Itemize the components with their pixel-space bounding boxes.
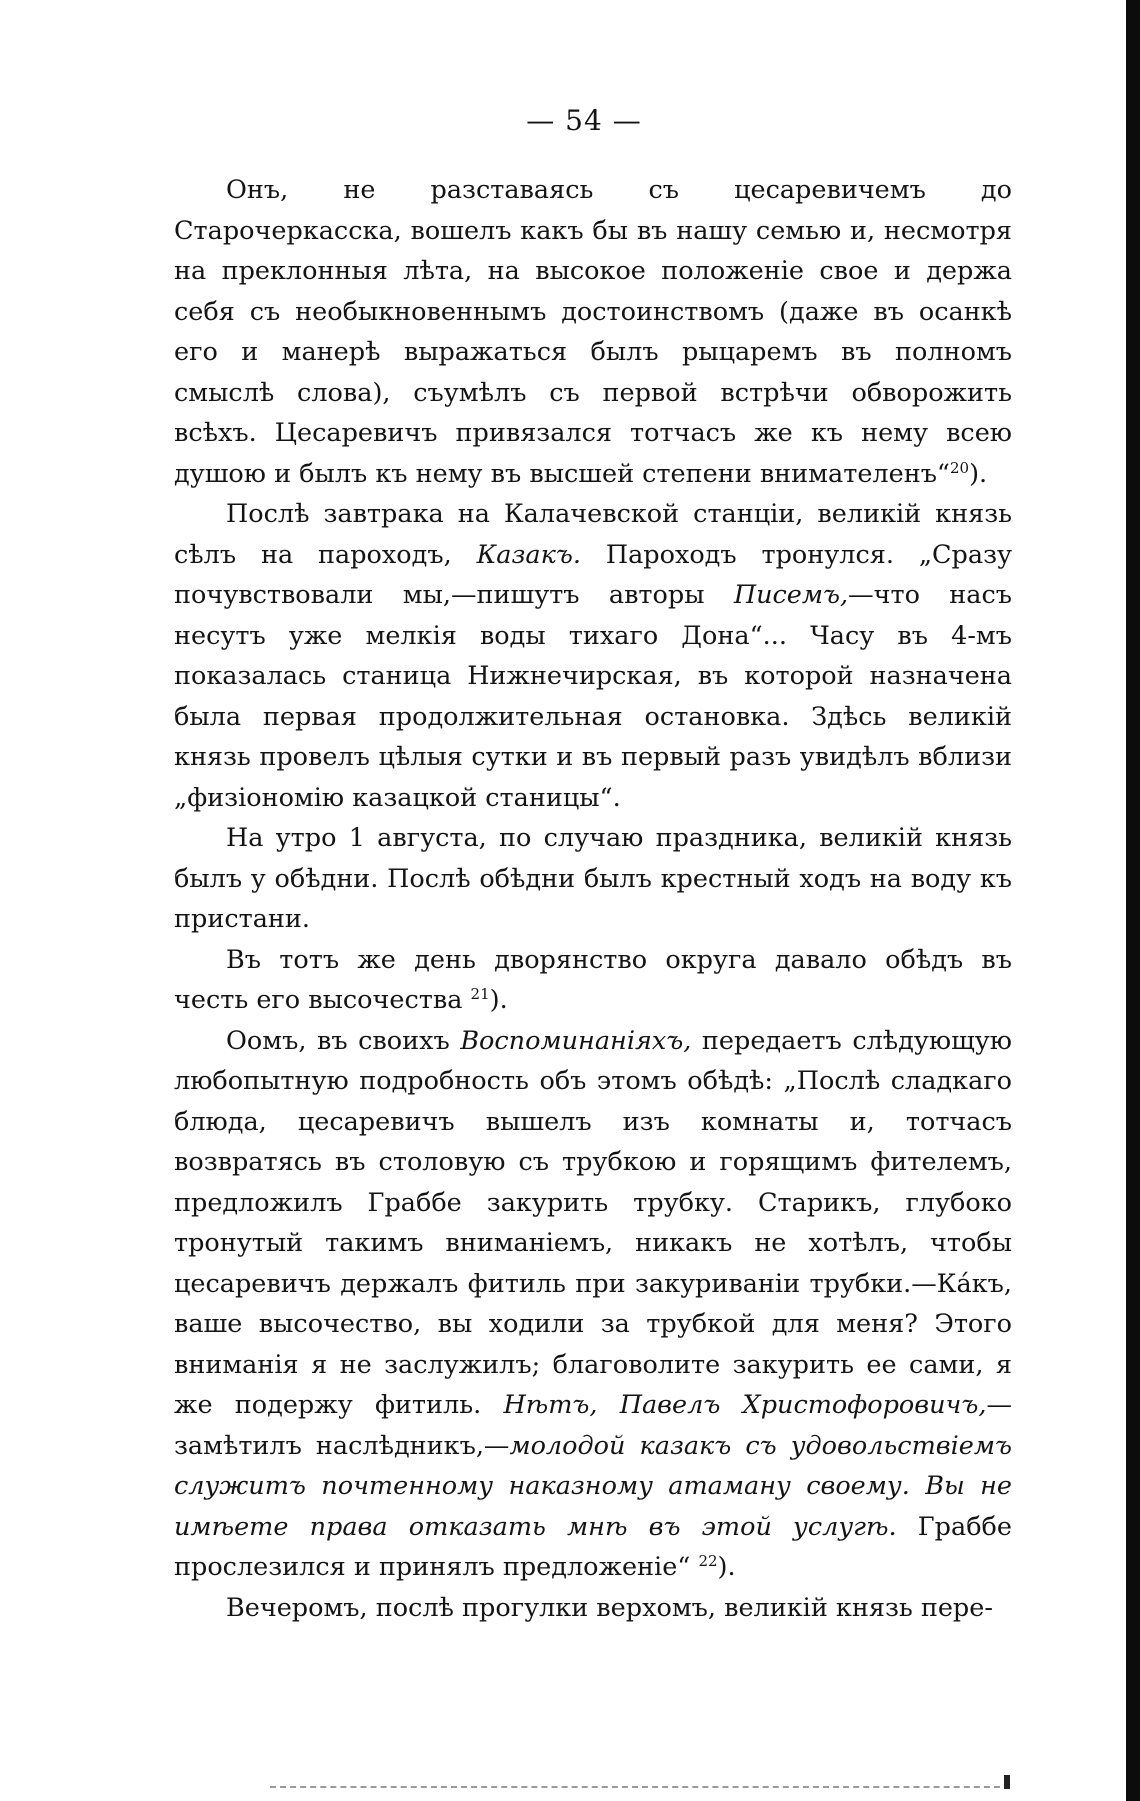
paragraph [174, 1588, 1012, 1629]
text-run: ). [969, 458, 988, 489]
page-number: — 54 — [526, 104, 642, 137]
italic-text: Казакъ. [476, 539, 581, 570]
text-run: Вечеромъ, послѣ прогулки верхомъ, великій князь пере- [226, 1592, 993, 1623]
page-edge-shadow [1126, 0, 1140, 1801]
text-run: Послѣ завтрака на Калачевской станціи, великій князь сѣлъ на пароходъ, [174, 499, 1012, 570]
text-run: —замѣтилъ наслѣдникъ,— [174, 1390, 1012, 1461]
text-run: Оомъ, въ своихъ [226, 1025, 461, 1056]
bottom-mark [1004, 1775, 1010, 1789]
text-run: ). [717, 1552, 736, 1582]
text-run: Въ тотъ же день дворянство округа давало обѣдъ въ честь его высочества [174, 944, 1012, 1015]
text-run: Онъ, не разставаясь съ цесаревичемъ до Старочеркасска, вошелъ какъ бы въ нашу семью и, несмотря на преклонныя лѣта, на высокое положеніе свое и держа себя съ необыкновеннымъ достоинствомъ (даже въ осанкѣ его и манерѣ выражаться былъ рыцаремъ въ полномъ смыслѣ слова), съумѣлъ съ первой встрѣчи обворожить всѣхъ. Цесаревичъ привязался тотчасъ же къ нему всею душою и былъ къ нему въ высшей степени внимателенъ“ [174, 175, 1012, 489]
italic-text: молодой казакъ съ удовольствіемъ служитъ почтенному наказному атаману своему. Вы не имѣете права отказать мнѣ въ этой услугѣ. [174, 1430, 1012, 1542]
text-run: передаетъ слѣдующую любопытную подробность объ этомъ обѣдѣ: „Послѣ сладкаго блюда, цесаревичъ вышелъ изъ комнаты и, тотчасъ возвратясь въ столовую съ трубкою и горящимъ фителемъ, предложилъ Граббе закурить трубку. Старикъ, глубоко тронутый такимъ вниманіемъ, никакъ не хотѣлъ, чтобы цесаревичъ держалъ фитиль при закуриваніи трубки.—Ка́къ, ваше высочество, вы ходили за трубкой для меня? Этого вниманія я не заслужилъ; благоволите закурить ее сами, я же подержу фитиль. [174, 1025, 1012, 1420]
bottom-rule [270, 1786, 1010, 1788]
text-run: —что насъ несутъ уже мелкія воды тихаго Дона“... Часу въ 4-мъ показалась станица Нижнечирская, въ которой назначена была первая продолжительная остановка. Здѣсь великій князь провелъ цѣлыя сутки и въ первый разъ увидѣлъ вблизи „физіономію казацкой станицы“. [174, 580, 1012, 813]
text-run: Граббе прослезился и принялъ предложеніе“ [174, 1511, 1012, 1582]
paragraph [174, 818, 1012, 940]
footnote-ref: 20 [949, 458, 970, 477]
footnote-ref: 21 [470, 985, 490, 1003]
footnote-ref: 22 [698, 1552, 718, 1570]
italic-text: Писемъ, [733, 580, 849, 610]
paragraph [174, 1021, 1012, 1588]
paragraph [174, 940, 1012, 1021]
italic-text: Воспоминаніяхъ, [460, 1025, 692, 1056]
paragraph [174, 170, 1012, 494]
italic-text: Нѣтъ, Павелъ Христофоровичъ, [503, 1390, 987, 1420]
text-run: Пароходъ тронулся. „Сразу почувствовали мы,—пишутъ авторы [174, 539, 1012, 610]
paragraph [174, 494, 1012, 818]
text-run: ). [489, 985, 508, 1015]
text-run: На утро 1 августа, по случаю праздника, великій князь былъ у обѣдни. Послѣ обѣдни былъ крестный ходъ на воду къ пристани. [174, 823, 1012, 934]
text-body [174, 170, 1012, 1628]
